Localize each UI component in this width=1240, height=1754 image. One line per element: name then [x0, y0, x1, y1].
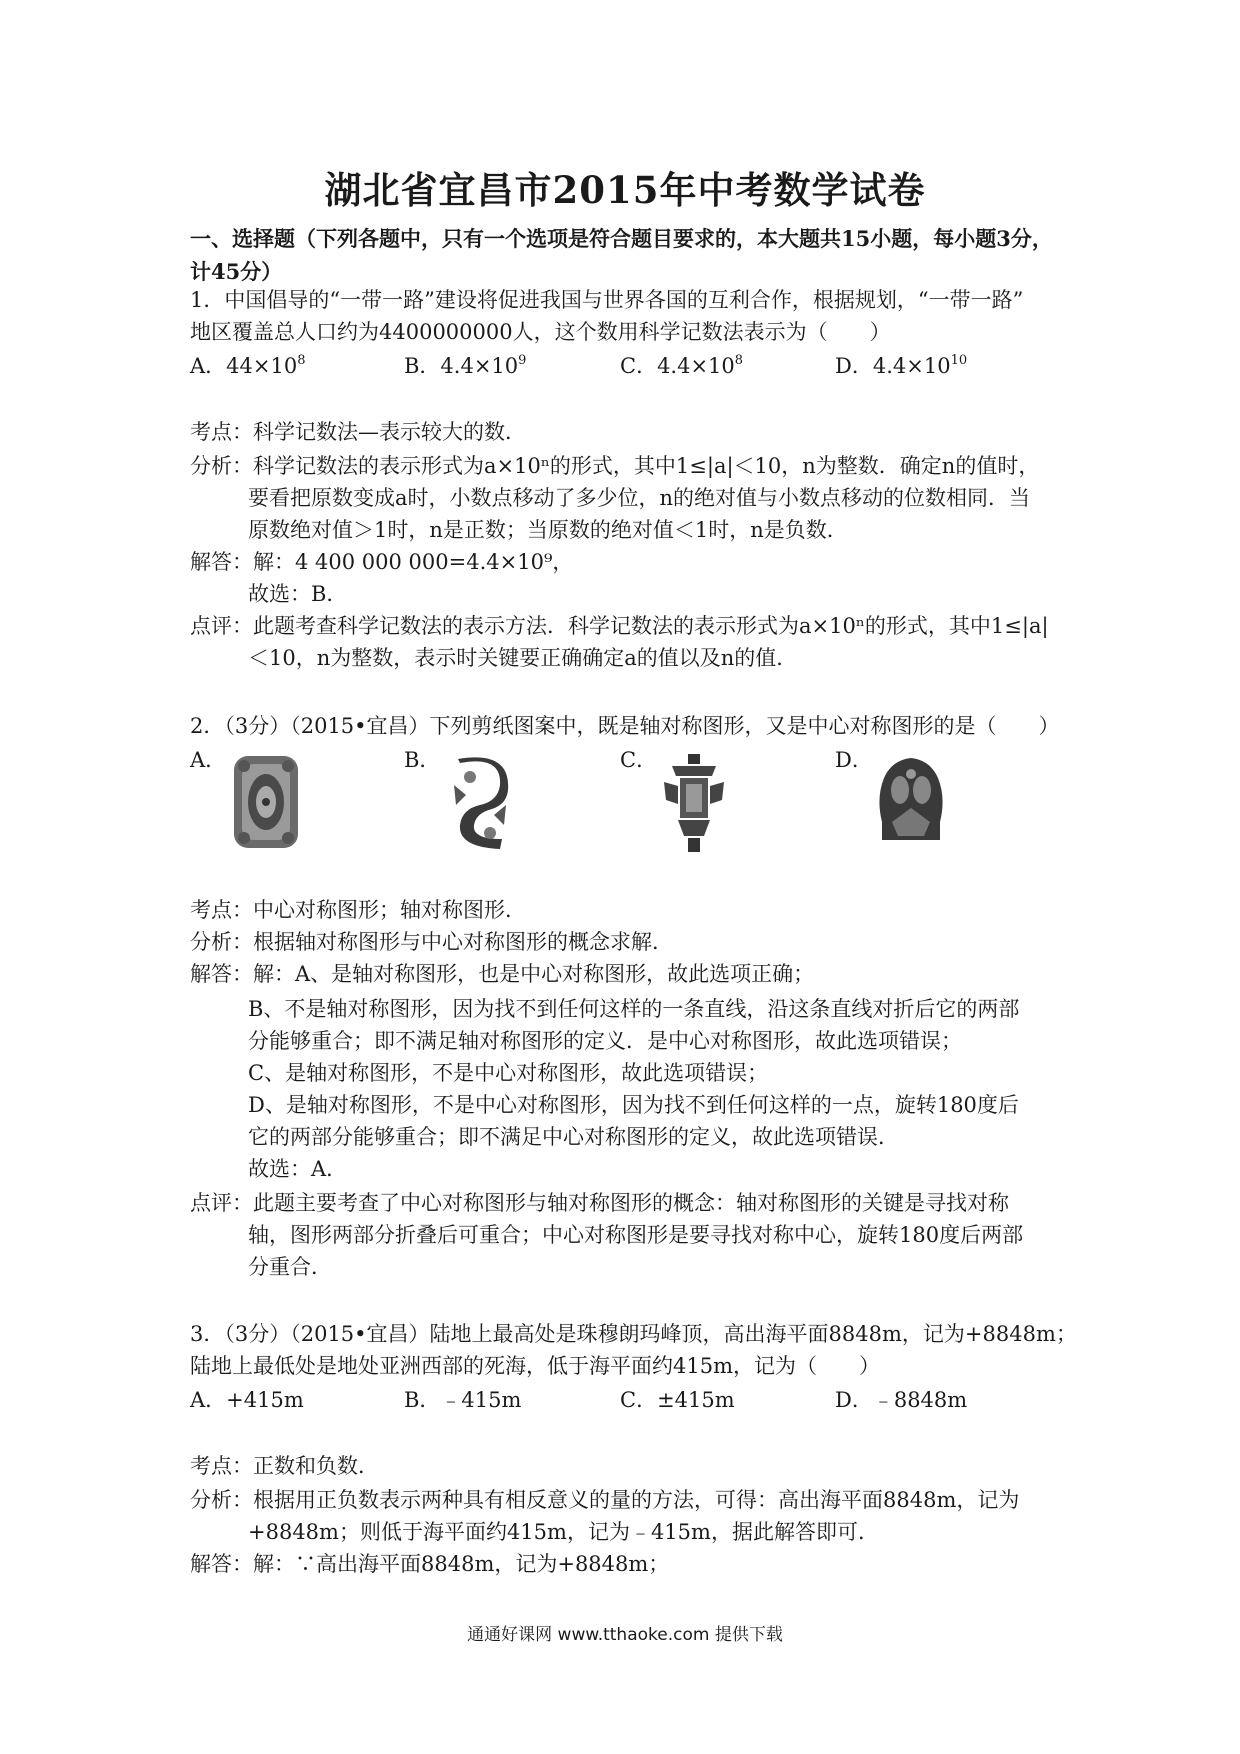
q2-label-b: B．	[404, 748, 441, 772]
q1-fenxi-line3: 原数绝对值＞1时，n是正数；当原数的绝对值＜1时，n是负数．	[248, 518, 848, 542]
q1-jieda-line2: 故选：B．	[248, 582, 348, 606]
q1-dianping-line1: 点评：此题考查科学记数法的表示方法．科学记数法的表示形式为a×10ⁿ的形式，其中1≤|a|	[190, 614, 1049, 638]
section-heading: 一、选择题（下列各题中，只有一个选项是符合题目要求的，本大题共15小题，每小题3分，计45分）	[190, 226, 1053, 284]
q2-jieda-line3: 分能够重合；即不满足轴对称图形的定义．是中心对称图形，故此选项错误；	[248, 1029, 962, 1053]
q1-fenxi-line1: 分析：科学记数法的表示形式为a×10ⁿ的形式，其中1≤|a|＜10，n为整数．确定n的值时，	[190, 454, 1040, 478]
papercut-b-image	[450, 755, 510, 855]
q2-fenxi: 分析：根据轴对称图形与中心对称图形的概念求解．	[190, 930, 673, 954]
q3-jieda-line1: 解答：解：∵高出海平面8848m，记为+8848m；	[190, 1552, 670, 1576]
q3-stem-line1: 3．（3分）（2015•宜昌）陆地上最高处是珠穆朗玛峰顶，高出海平面8848m，记为+8848m；	[190, 1322, 1077, 1346]
q1-stem-line1: 1．中国倡导的“一带一路”建设将促进我国与世界各国的互利合作，根据规划，“一带一路”	[190, 288, 1024, 312]
q3-option-d: D．﹣8848m	[835, 1388, 968, 1412]
q3-stem-line2: 陆地上最低处是地处亚洲西部的死海，低于海平面约415m，记为（ ）	[190, 1354, 880, 1378]
q2-label-d: D．	[835, 748, 873, 772]
page-footer: 通通好课网 www.tthaoke.com 提供下载	[467, 1625, 783, 1645]
q1-jieda-line1: 解答：解：4 400 000 000=4.4×10⁹，	[190, 550, 574, 574]
q3-option-b: B．﹣415m	[404, 1388, 522, 1412]
q3-option-a: A．+415m	[190, 1388, 304, 1412]
page-title: 湖北省宜昌市2015年中考数学试卷	[324, 168, 926, 212]
q1-option-a: A．$44\times 10^8$	[190, 353, 306, 378]
q1-dianping-line2: ＜10，n为整数，表示时关键要正确确定a的值以及n的值．	[248, 646, 798, 670]
papercut-c-image	[658, 752, 730, 854]
q3-fenxi-line1: 分析：根据用正负数表示两种具有相反意义的量的方法，可得：高出海平面8848m，记为	[190, 1488, 1020, 1512]
q3-fenxi-line2: +8848m；则低于海平面约415m，记为﹣415m，据此解答即可．	[248, 1520, 879, 1544]
q2-jieda-line7: 故选：A．	[248, 1157, 348, 1181]
q3-kaodian: 考点：正数和负数．	[190, 1454, 379, 1478]
q1-fenxi-line2: 要看把原数变成a时，小数点移动了多少位，n的绝对值与小数点移动的位数相同．当	[248, 486, 1031, 510]
q2-kaodian: 考点：中心对称图形；轴对称图形．	[190, 898, 526, 922]
q2-jieda-line4: C、是轴对称图形，不是中心对称图形，故此选项错误；	[248, 1061, 769, 1085]
q1-stem-line2: 地区覆盖总人口约为4400000000人，这个数用科学记数法表示为（ ）	[190, 320, 891, 344]
q2-jieda-line2: B、不是轴对称图形，因为找不到任何这样的一条直线，沿这条直线对折后它的两部	[248, 997, 1020, 1021]
q3-option-c: C．±415m	[620, 1388, 735, 1412]
papercut-d-image	[872, 752, 950, 844]
q2-label-c: C．	[620, 748, 658, 772]
q2-dianping-line3: 分重合．	[248, 1255, 332, 1279]
q2-dianping-line1: 点评：此题主要考查了中心对称图形与轴对称图形的概念：轴对称图形的关键是寻找对称	[190, 1191, 1009, 1215]
q2-jieda-line1: 解答：解：A、是轴对称图形，也是中心对称图形，故此选项正确；	[190, 962, 815, 986]
q2-jieda-line5: D、是轴对称图形，不是中心对称图形，因为找不到任何这样的一点，旋转180度后	[248, 1093, 1019, 1117]
q1-kaodian: 考点：科学记数法—表示较大的数．	[190, 420, 526, 444]
q2-dianping-line2: 轴，图形两部分折叠后可重合；中心对称图形是要寻找对称中心，旋转180度后两部	[248, 1223, 1024, 1247]
q2-stem: 2．（3分）（2015•宜昌）下列剪纸图案中，既是轴对称图形，又是中心对称图形的是（ ）	[190, 714, 1060, 738]
q1-option-c: C．$4.4\times 10^8$	[620, 353, 744, 378]
q2-label-a: A．	[190, 748, 227, 772]
q2-jieda-line6: 它的两部分能够重合；即不满足中心对称图形的定义，故此选项错误．	[248, 1125, 899, 1149]
q1-option-b: B．$4.4\times 10^9$	[404, 353, 527, 378]
papercut-a-image	[230, 752, 302, 852]
q1-option-d: D．$4.4\times 10^{10}$	[835, 353, 968, 378]
